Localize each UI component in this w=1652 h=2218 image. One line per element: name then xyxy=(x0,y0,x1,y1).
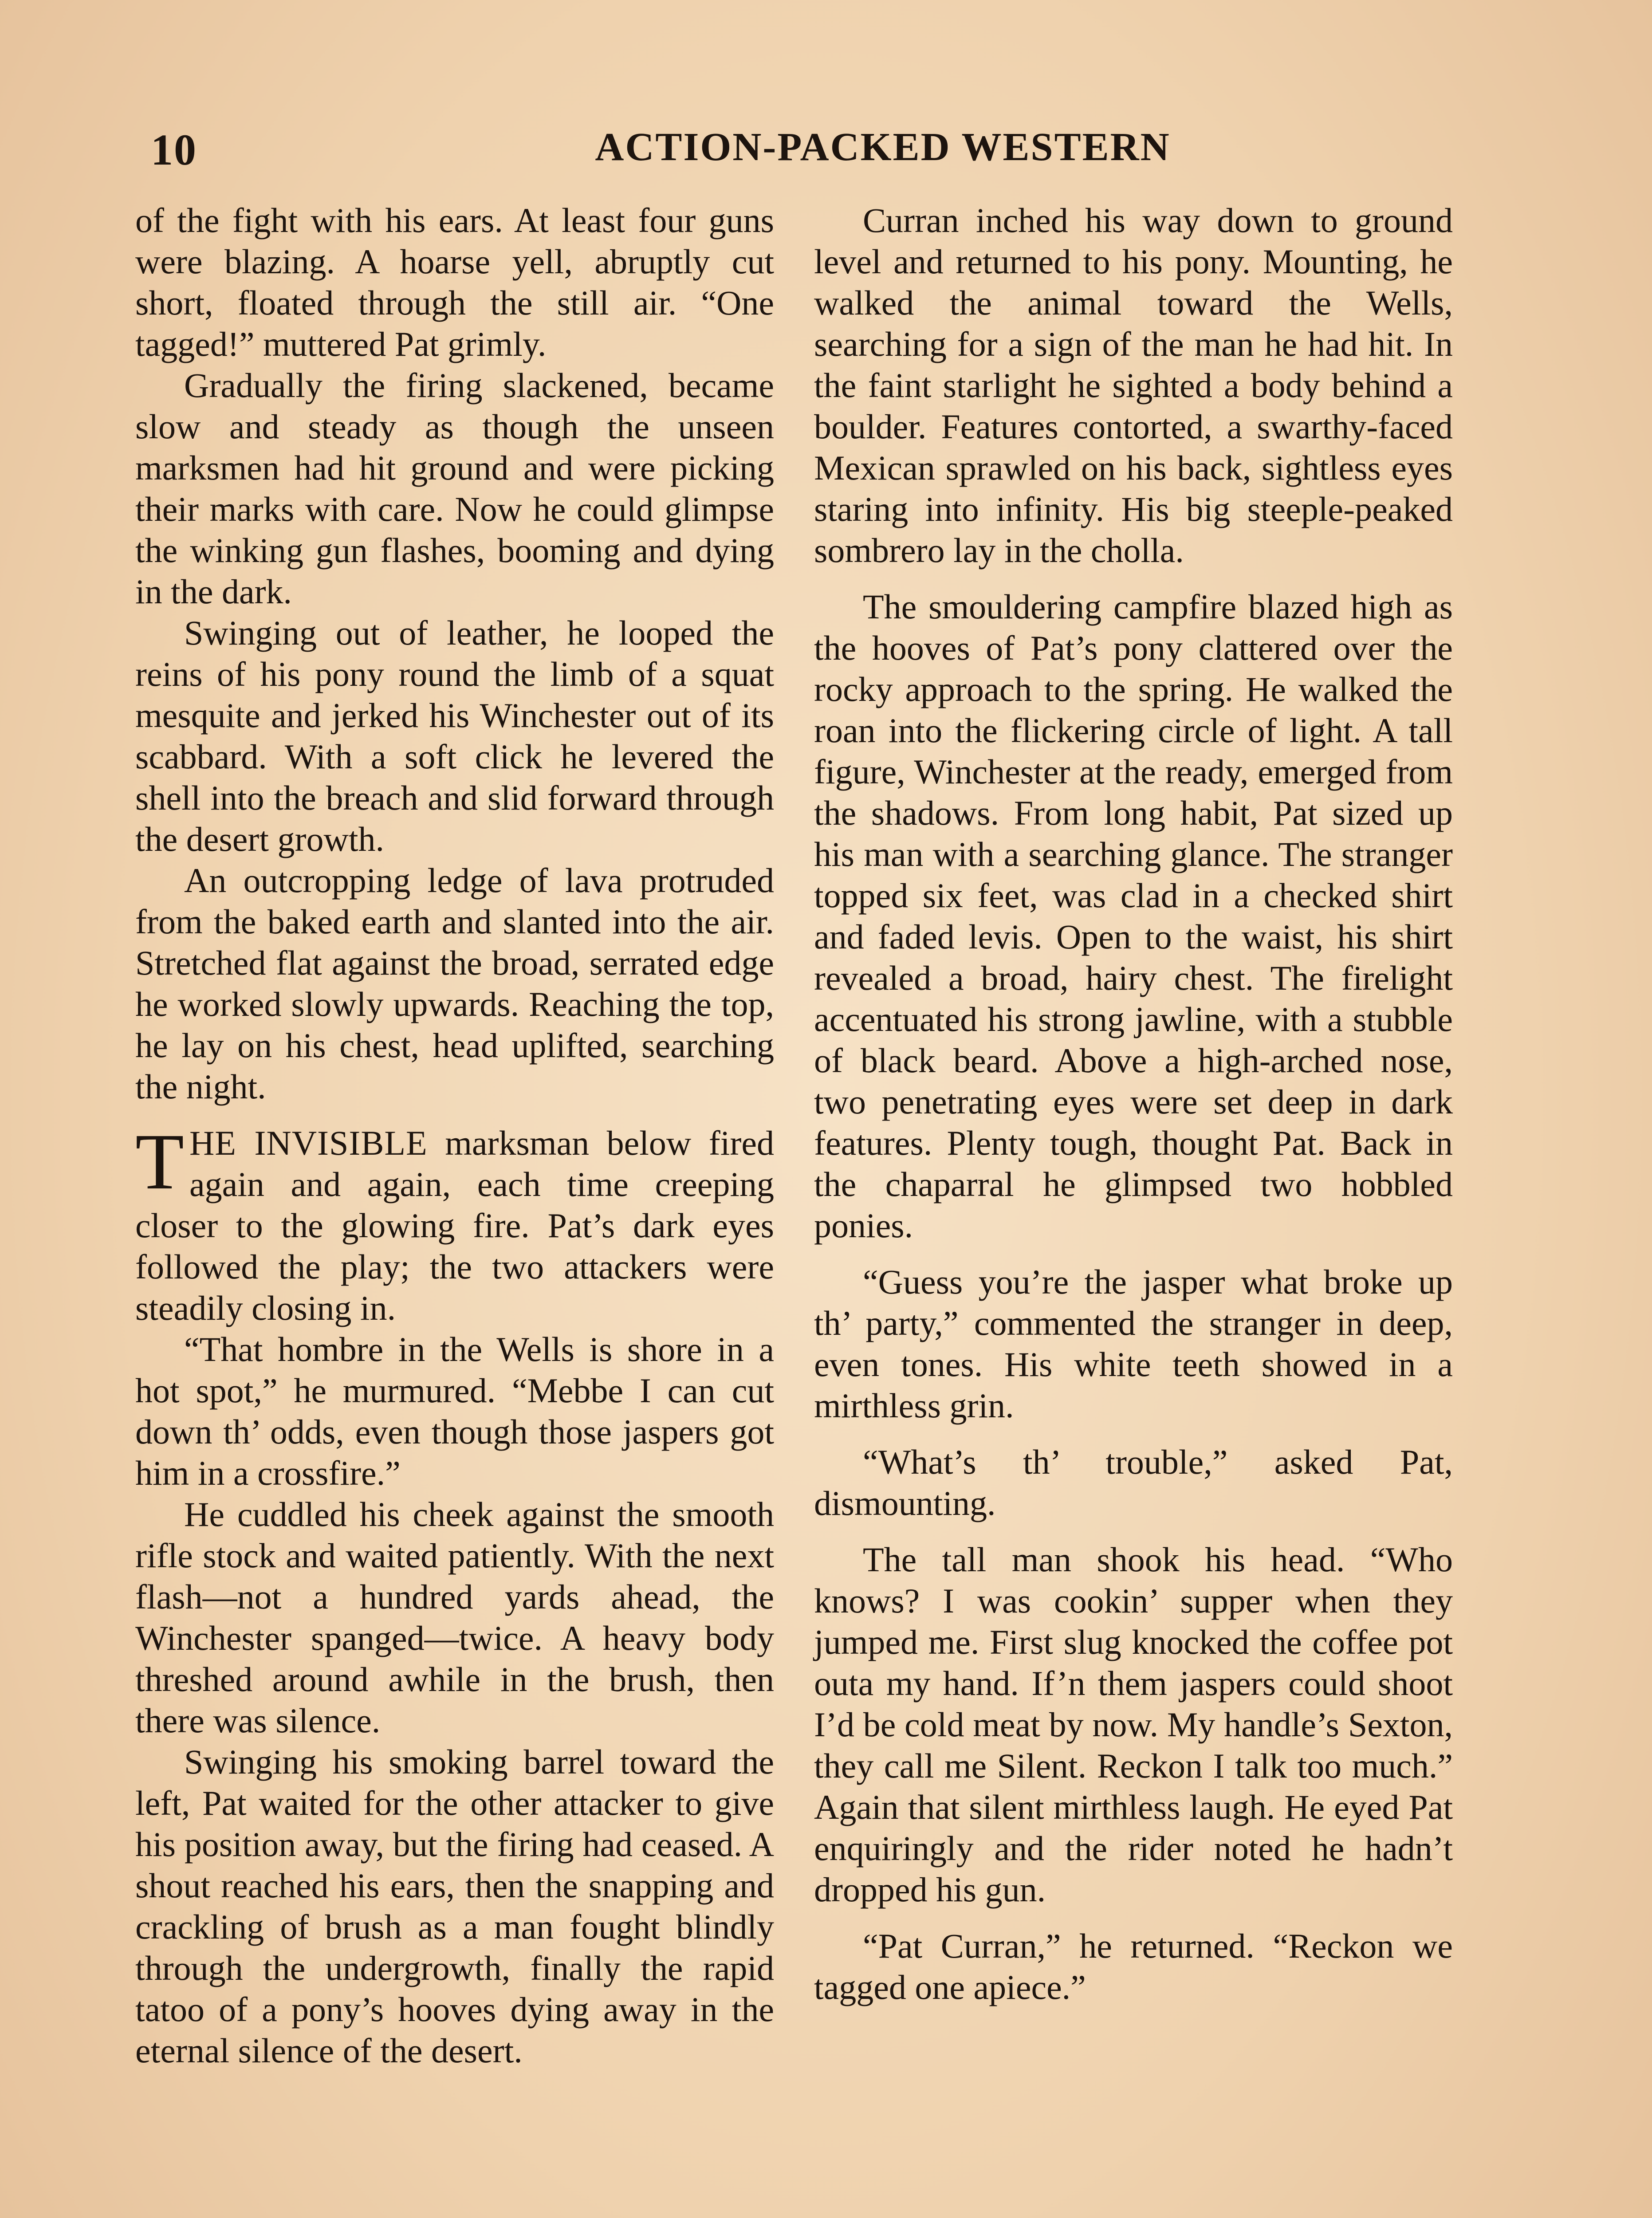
page-header xyxy=(151,120,1499,191)
paragraph: Curran inched his way down to ground level and returned to his pony. Mounting, he walked the animal toward the Wells, searching for a sign of the man he had hit. In the faint starlight he sighted a body behind a boulder. Features contorted, a swarthy-faced Mexican sprawled on his back, sightless eyes staring into infinity. His big steeple-peaked sombrero lay in the cholla. xyxy=(814,201,1453,570)
paragraph-text: marksman below fired again and again, each time creeping closer to the glowing fire. Pat’s dark eyes followed the play; the two attackers were steadily closing in. xyxy=(135,1124,774,1327)
paragraph: Gradually the firing slackened, became slow and steady as though the unseen marksmen had hit ground and were picking their marks with care. Now he could glimpse the winking gun flashes, booming and dying in the dark. xyxy=(135,366,774,611)
paragraph: The tall man shook his head. “Who knows? I was cookin’ supper when they jumped me. First slug knocked the coffee pot outa my hand. If’n them jaspers could shoot I’d be cold meat by now. My handle’s Sexton, they call me Silent. Reckon I talk too much.” Again that silent mirthless laugh. He eyed Pat enquiringly and the rider noted he hadn’t dropped his gun. xyxy=(814,1540,1453,1909)
paragraph: He cuddled his cheek against the smooth rifle stock and waited patiently. With the next flash—not a hundred yards ahead, the Winchester spanged—twice. A heavy body threshed around awhile in the brush, then there was silence. xyxy=(135,1495,774,1740)
page-number: 10 xyxy=(151,125,197,174)
paragraph: An outcropping ledge of lava protruded from the baked earth and slanted into the air. Stretched flat against the broad, serrated edge he worked slowly upwards. Reaching the top, he lay on his chest, head uplifted, searching the night. xyxy=(135,861,774,1106)
paragraph: “Guess you’re the jasper what broke up th’ party,” commented the stranger in deep, even tones. His white teeth showed in a mirthless grin. xyxy=(814,1262,1453,1425)
lead-in-caps: HE INVISIBLE xyxy=(189,1124,428,1162)
paragraph: “That hombre in the Wells is shore in a hot spot,” he murmured. “Mebbe I can cut down th’ odds, even though those jaspers got him in a crossfire.” xyxy=(135,1330,774,1492)
right-column xyxy=(814,200,1453,2008)
paragraph: Swinging out of leather, he looped the reins of his pony round the limb of a squat mesquite and jerked his Winchester out of its scabbard. With a soft click he levered the shell into the breach and slid forward through the desert growth. xyxy=(135,613,774,858)
paragraph: of the fight with his ears. At least four guns were blazing. A hoarse yell, abruptly cut short, floated through the still air. “One tagged!” muttered Pat grimly. xyxy=(135,201,774,363)
drop-cap: T xyxy=(135,1117,184,1206)
paragraph: “Pat Curran,” he returned. “Reckon we tagged one apiece.” xyxy=(814,1927,1453,2006)
paragraph: “What’s th’ trouble,” asked Pat, dismounting. xyxy=(814,1443,1453,1522)
paragraph: The smouldering campfire blazed high as the hooves of Pat’s pony clattered over the rocky approach to the spring. He walked the roan into the flickering circle of light. A tall figure, Winchester at the ready, emerged from the shadows. From long habit, Pat sized up his man with a searching glance. The stranger topped six feet, was clad in a checked shirt and faded levis. Open to the waist, his shirt revealed a broad, hairy chest. The firelight accentuated his strong jawline, with a stubble of black beard. Above a high-arched nose, two penetrating eyes were set deep in dark features. Plenty tough, thought Pat. Back in the chaparral he glimpsed two hobbled ponies. xyxy=(814,587,1453,1245)
paragraph: Swinging his smoking barrel toward the left, Pat waited for the other attacker to give his position away, but the firing had ceased. A shout reached his ears, then the snapping and crackling of brush as a man fought blindly through the undergrowth, finally the rapid tatoo of a pony’s hooves dying away in the eternal silence of the desert. xyxy=(135,1742,774,2070)
section-opening-paragraph xyxy=(135,1117,774,1329)
running-title: ACTION-PACKED WESTERN xyxy=(595,125,1171,169)
left-column xyxy=(135,200,774,2071)
